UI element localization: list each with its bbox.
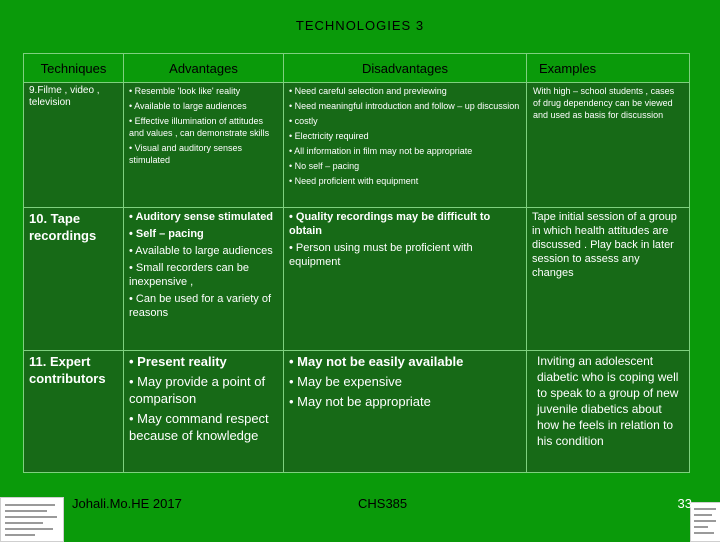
- advantage-item: • May command respect because of knowledge: [129, 411, 269, 443]
- technique-cell: 11. Expert contributors: [24, 351, 124, 473]
- advantage-item: • Self – pacing: [129, 228, 204, 240]
- table-header-row: [24, 54, 690, 83]
- disadvantage-item: • costly: [289, 116, 318, 126]
- slide-thumbnail[interactable]: [690, 502, 720, 542]
- disadvantages-cell: [284, 83, 527, 208]
- disadvantage-item: • May not be easily available: [289, 354, 464, 369]
- disadvantage-item: • Person using must be proficient with equipment: [289, 242, 473, 268]
- technologies-table: [23, 53, 690, 473]
- advantages-cell: [124, 351, 284, 473]
- header-disadvantages: Disadvantages: [284, 54, 527, 83]
- advantage-item: • Can be used for a variety of reasons: [129, 293, 272, 319]
- header-advantages: Advantages: [124, 54, 284, 83]
- table-row: [24, 208, 690, 351]
- advantage-item: • Resemble 'look like' reality: [129, 86, 241, 96]
- footer-author: Johali.Mo.HE 2017: [72, 496, 182, 511]
- technique-cell: 9.Filme , video , television: [24, 83, 124, 208]
- advantage-item: • Small recorders can be inexpensive ,: [129, 262, 250, 288]
- examples-cell: Tape initial session of a group in which health attitudes are discussed . Play back in later session to assess any changes: [527, 208, 690, 351]
- table-row: [24, 83, 690, 208]
- disadvantage-item: • No self – pacing: [289, 161, 360, 171]
- advantage-item: • Available to large audiences: [129, 245, 273, 257]
- technique-cell: 10. Tape recordings: [24, 208, 124, 351]
- header-techniques: Techniques: [24, 54, 124, 83]
- header-examples: Examples: [527, 54, 690, 83]
- advantages-cell: [124, 208, 284, 351]
- advantage-item: • Auditory sense stimulated: [129, 211, 274, 223]
- disadvantage-item: • May not be appropriate: [289, 394, 431, 409]
- advantage-item: • Present reality: [129, 354, 227, 369]
- advantage-item: • Available to large audiences: [129, 101, 247, 111]
- advantages-cell: [124, 83, 284, 208]
- disadvantage-item: • All information in film may not be appropriate: [289, 146, 473, 156]
- advantage-item: • May provide a point of comparison: [129, 374, 266, 406]
- examples-cell: Inviting an adolescent diabetic who is coping well to speak to a group of new juvenile diabetics about how he feels in relation to his condition: [527, 351, 690, 473]
- disadvantages-cell: [284, 351, 527, 473]
- advantage-item: • Effective illumination of attitudes and values , can demonstrate skills: [129, 116, 270, 138]
- disadvantage-item: • May be expensive: [289, 374, 402, 389]
- disadvantages-cell: [284, 208, 527, 351]
- page-number: 33: [677, 496, 692, 511]
- slide-title: TECHNOLOGIES 3: [295, 18, 425, 33]
- disadvantage-item: • Need meaningful introduction and follow – up discussion: [289, 101, 520, 111]
- footer-course: CHS385: [358, 496, 408, 511]
- disadvantage-item: • Need proficient with equipment: [289, 176, 419, 186]
- examples-cell: With high – school students , cases of drug dependency can be viewed and used as basis for discussion: [527, 83, 690, 208]
- table-row: [24, 351, 690, 473]
- slide-thumbnail[interactable]: [0, 497, 64, 542]
- disadvantage-item: • Need careful selection and previewing: [289, 86, 447, 96]
- advantage-item: • Visual and auditory senses stimulated: [129, 143, 243, 165]
- disadvantage-item: • Quality recordings may be difficult to obtain: [289, 211, 491, 237]
- disadvantage-item: • Electricity required: [289, 131, 369, 141]
